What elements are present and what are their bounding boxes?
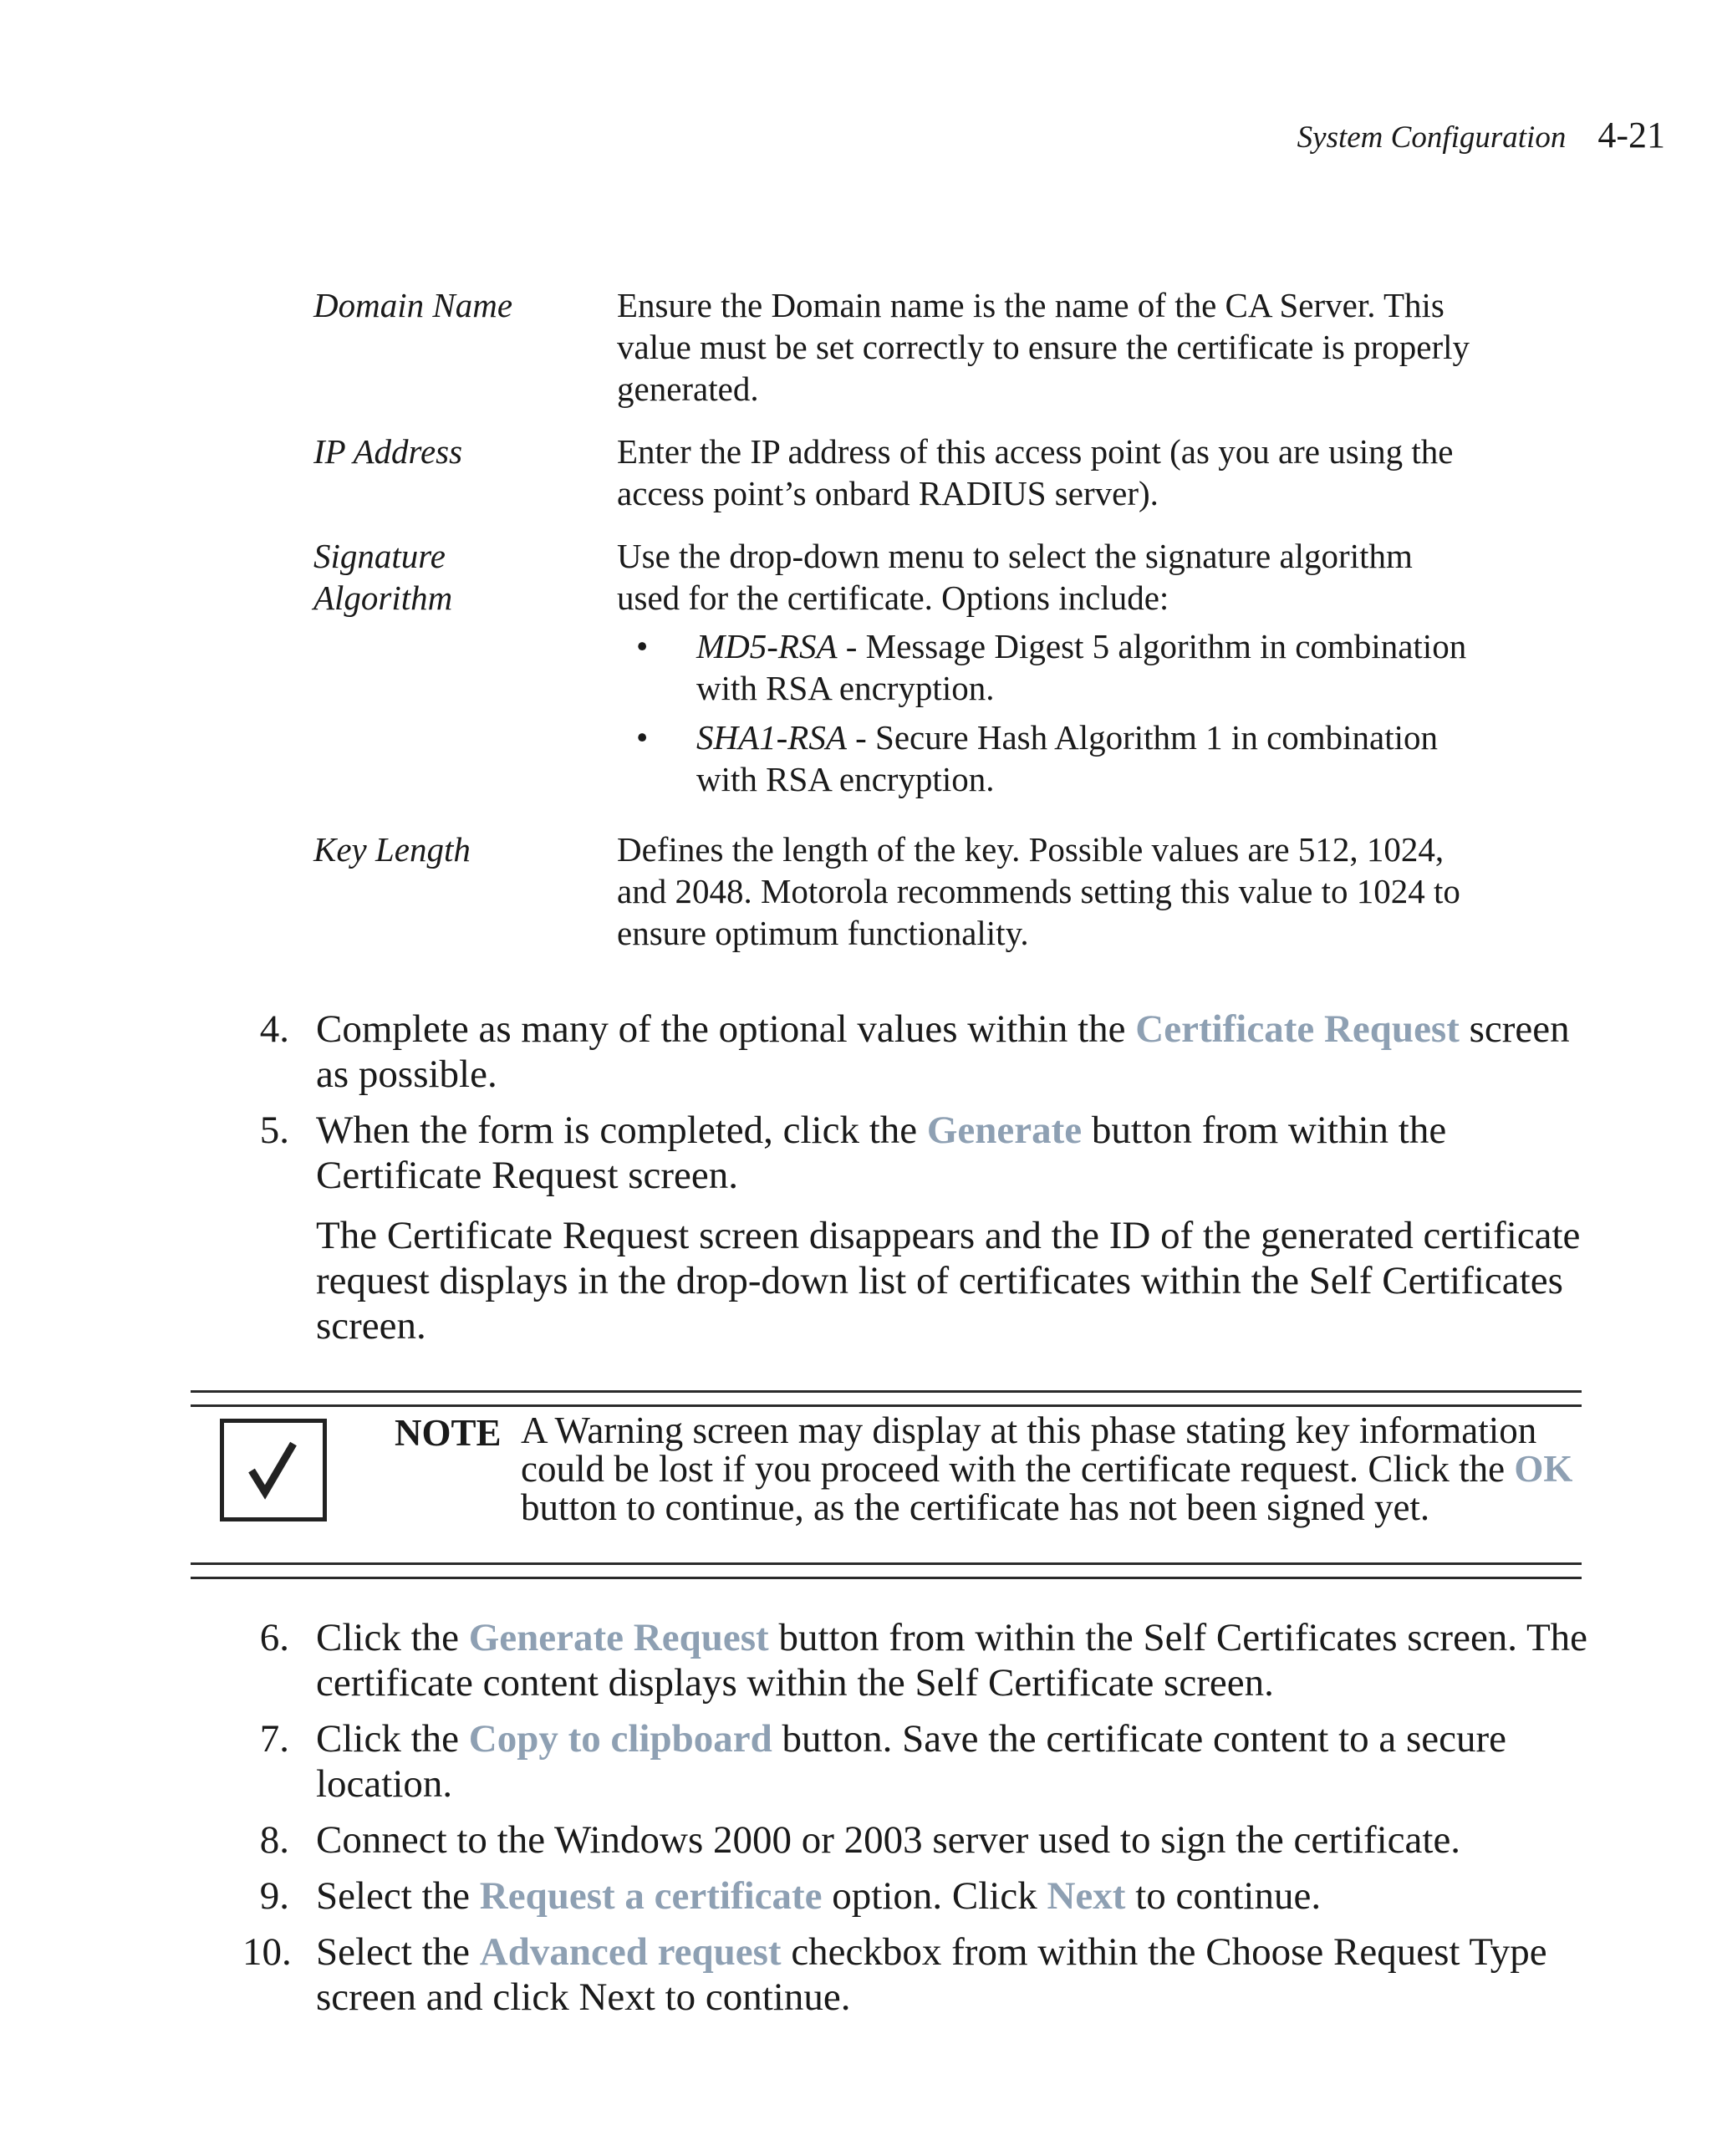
ui-reference: OK bbox=[1514, 1448, 1573, 1490]
step-item: 5. When the form is completed, click the Generate button from within the Certificate Request screen. The Certificate Request screen disappears and the ID of the generated certificate request displays in the drop-down list of certificates within the Self Certificates screen. bbox=[242, 1108, 1588, 1348]
ui-reference: Copy to clipboard bbox=[468, 1717, 772, 1761]
definition-row bbox=[313, 535, 1475, 808]
definition-row bbox=[313, 284, 1475, 410]
definition-description: Enter the IP address of this access point (as you are using the access point’s onbard RADIUS server). bbox=[617, 432, 1454, 512]
note-box bbox=[191, 1390, 1582, 1579]
note-rule-bottom bbox=[191, 1562, 1582, 1579]
ui-reference: Next bbox=[1047, 1874, 1126, 1918]
step-number: 9. bbox=[259, 1874, 289, 1918]
definition-term: Signature Algorithm bbox=[313, 537, 453, 617]
definition-row bbox=[313, 431, 1475, 514]
note-rule-top bbox=[191, 1390, 1582, 1407]
step-number: 10. bbox=[242, 1930, 292, 1974]
ui-reference: Generate bbox=[926, 1109, 1083, 1152]
step-item: 8. Connect to the Windows 2000 or 2003 server used to sign the certificate. bbox=[242, 1817, 1588, 1863]
definition-row bbox=[313, 828, 1475, 954]
definition-description: Use the drop-down menu to select the signature algorithm used for the certificate. Options include: • MD5-RSA - Message Digest 5 algorithm in combination with RSA encryption. • SHA1-RSA - Secure Hash Algorithm 1 in combination with RSA encryption. bbox=[617, 535, 1475, 808]
step-item: 10. Select the Advanced request checkbox from within the Choose Request Type screen and click Next to continue. bbox=[242, 1930, 1547, 2019]
list-item: • SHA1-RSA - Secure Hash Algorithm 1 in combination with RSA encryption. bbox=[617, 716, 1475, 800]
ui-reference: Generate Request bbox=[468, 1616, 769, 1659]
definition-term: IP Address bbox=[313, 432, 463, 471]
bullet-list bbox=[617, 625, 1475, 800]
definition-table bbox=[313, 284, 1475, 975]
page-header bbox=[1297, 114, 1665, 164]
checkmark-icon bbox=[220, 1419, 327, 1521]
ui-reference: Request a certificate bbox=[479, 1874, 823, 1918]
step-item: 4. Complete as many of the optional values within the Certificate Request screen as possible. bbox=[242, 1007, 1588, 1097]
definition-term: Domain Name bbox=[313, 286, 513, 324]
step-list bbox=[242, 1615, 1588, 2031]
step-number: 5. bbox=[259, 1109, 289, 1152]
step-number: 8. bbox=[259, 1818, 289, 1862]
step-number: 6. bbox=[259, 1616, 289, 1659]
step-number: 7. bbox=[259, 1717, 289, 1761]
definition-term: Key Length bbox=[313, 830, 471, 869]
step-list bbox=[242, 1007, 1588, 1359]
step-item: 9. Select the Request a certificate option. Click Next to continue. bbox=[242, 1873, 1588, 1919]
note-text: A Warning screen may display at this phase stating key information could be lost if you proceed with the certificate request. Click the OK button to continue, as the certificate has not been signed yet. bbox=[521, 1409, 1573, 1528]
ui-reference: Certificate Request bbox=[1135, 1007, 1460, 1051]
note-label: NOTE bbox=[395, 1412, 502, 1454]
definition-description: Defines the length of the key. Possible values are 512, 1024, and 2048. Motorola recommends setting this value to 1024 to ensure optimum functionality. bbox=[617, 830, 1460, 952]
step-item: 6. Click the Generate Request button from within the Self Certificates screen. The certificate content displays within the Self Certificate screen. bbox=[242, 1615, 1588, 1705]
step-item: 7. Click the Copy to clipboard button. Save the certificate content to a secure location. bbox=[242, 1716, 1588, 1807]
ui-reference: Advanced request bbox=[479, 1930, 782, 1974]
list-item: • MD5-RSA - Message Digest 5 algorithm in combination with RSA encryption. bbox=[617, 625, 1475, 709]
step-paragraph: The Certificate Request screen disappears and the ID of the generated certificate request displays in the drop-down list of certificates within the Self Certificates screen. bbox=[316, 1214, 1581, 1348]
definition-description: Ensure the Domain name is the name of the CA Server. This value must be set correctly to ensure the certificate is properly generated. bbox=[617, 286, 1470, 408]
step-number: 4. bbox=[259, 1007, 289, 1051]
page-number: 4-21 bbox=[1597, 115, 1665, 155]
section-title: System Configuration bbox=[1297, 120, 1567, 155]
